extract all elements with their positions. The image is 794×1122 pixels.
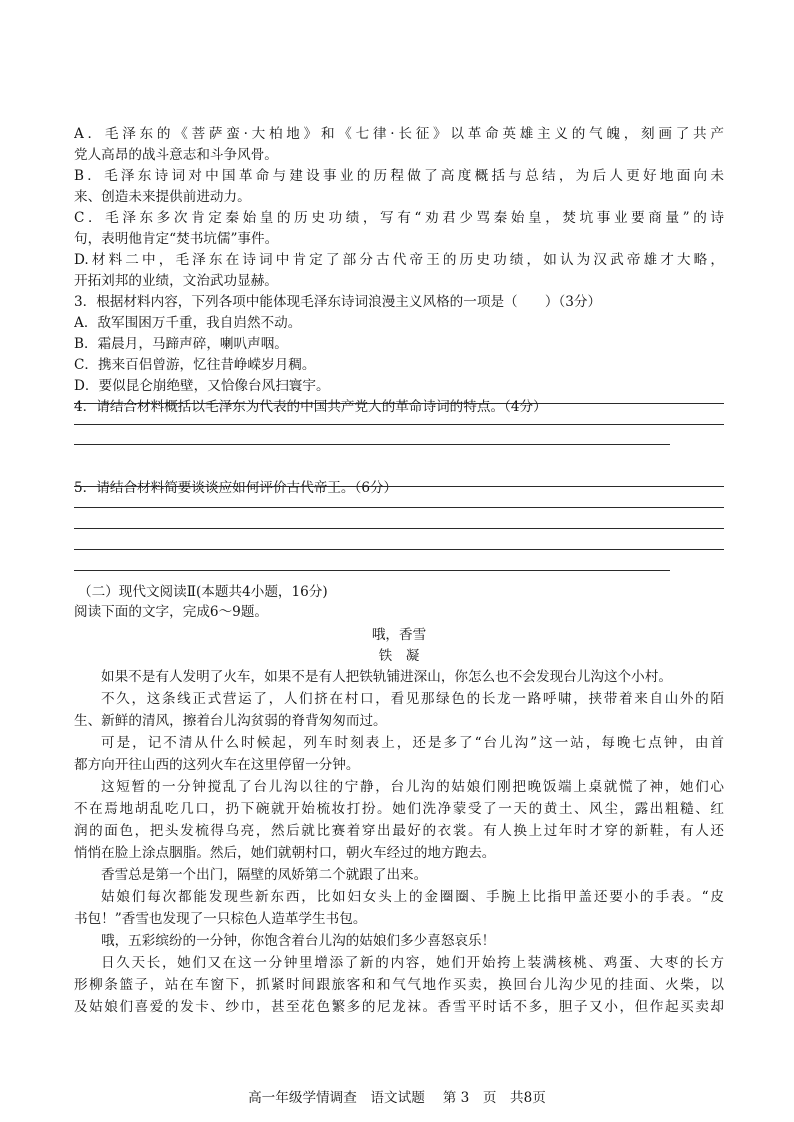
story-paragraph-8-line2: 形柳条篮子，站在车窗下，抓紧时间跟旅客和和气气地作买卖，换回台儿沟少见的挂面、火柴，以 (74, 977, 724, 993)
section-instruction: 阅读下面的文字，完成6～9题。 (74, 604, 269, 620)
answer-line (74, 528, 724, 529)
question-3-option-b: B．霜晨月，马蹄声碎，喇叭声咽。 (74, 336, 288, 352)
answer-line (74, 403, 724, 404)
section-heading: （二）现代文阅读Ⅱ(本题共4小题，16分) (78, 584, 328, 600)
story-paragraph-4-line4: 悄悄在脸上涂点胭脂。然后，她们就朝村口，朝火车经过的地方跑去。 (74, 845, 496, 861)
answer-line (74, 549, 724, 550)
story-paragraph-8-line1: 日久天长，她们又在这一分钟里增添了新的内容，她们开始挎上装满核桃、鸡蛋、大枣的长方 (101, 955, 724, 971)
option-c-line1: C．毛泽东多次肯定秦始皇的历史功绩，写有“劝君少骂秦始皇，焚坑事业要商量”的诗 (74, 210, 724, 226)
story-paragraph-4-line3: 润的面色，把头发梳得乌亮，然后就比赛着穿出最好的衣裳。有人换上过年时才穿的新鞋，有人还 (74, 823, 724, 839)
story-paragraph-1: 如果不是有人发明了火车，如果不是有人把铁轨铺进深山，你怎么也不会发现台儿沟这个小村。 (101, 669, 672, 685)
option-d-line2: 开拓刘邦的业绩，文治武功显赫。 (74, 273, 278, 289)
question-3-option-c: C．携来百侣曾游，忆往昔峥嵘岁月稠。 (74, 357, 316, 373)
story-paragraph-6-line2: 书包！”香雪也发现了一只棕色人造革学生书包。 (74, 911, 367, 927)
story-author: 铁 凝 (378, 648, 420, 664)
story-paragraph-4-line1: 这短暂的一分钟搅乱了台儿沟以往的宁静，台儿沟的姑娘们刚把晚饭端上桌就慌了神，她们心 (101, 779, 724, 795)
page-footer: 高一年级学情调查 语文试题 第 3 页 共8页 (248, 1090, 546, 1106)
question-3-option-a: A．敌军围困万千重，我自岿然不动。 (74, 315, 302, 331)
option-d-line1: D.材料二中，毛泽东在诗词中肯定了部分古代帝王的历史功绩，如认为汉武帝雄才大略， (74, 252, 724, 268)
story-paragraph-3-line1: 可是，记不清从什么时候起，列车时刻表上，还是多了“台儿沟”这一站，每晚七点钟，由首 (101, 735, 724, 751)
option-b-line1: B．毛泽东诗词对中国革命与建设事业的历程做了高度概括与总结，为后人更好地面向未 (74, 168, 724, 184)
story-title: 哦，香雪 (371, 627, 427, 643)
option-a-line2: 党人高昂的战斗意志和斗争风骨。 (74, 147, 278, 163)
story-paragraph-2-line2: 生、新鲜的清风，擦着台儿沟贫弱的脊背匆匆而过。 (74, 713, 387, 729)
answer-line (74, 486, 724, 487)
answer-line (74, 424, 724, 425)
answer-line (74, 444, 670, 445)
story-paragraph-3-line2: 都方向开往山西的这列火车在这里停留一分钟。 (74, 757, 360, 773)
option-b-line2: 来、创造未来提供前进动力。 (74, 189, 251, 205)
question-3-stem: 3．根据材料内容，下列各项中能体现毛泽东诗词浪漫主义风格的一项是（ ）（3分） (74, 294, 602, 310)
story-paragraph-2-line1: 不久，这条线正式营运了，人们挤在村口，看见那绿色的长龙一路呼啸，挟带着来自山外的陌 (101, 691, 724, 707)
option-a-line1: A．毛泽东的《菩萨蛮·大柏地》和《七律·长征》以革命英雄主义的气魄，刻画了共产 (74, 126, 724, 142)
answer-line (74, 570, 670, 571)
question-3-option-d: D．要似昆仑崩绝壁，又恰像台风扫寰宇。 (74, 378, 330, 394)
option-c-line2: 句，表明他肯定“焚书坑儒”事件。 (74, 231, 279, 247)
story-paragraph-7: 哦，五彩缤纷的一分钟，你饱含着台儿沟的姑娘们多少喜怒哀乐！ (101, 933, 496, 949)
story-paragraph-5: 香雪总是第一个出门，隔壁的凤娇第二个就跟了出来。 (101, 867, 428, 883)
question-4-stem: 4．请结合材料概括以毛泽东为代表的中国共产党人的革命诗词的特点。（4分） (74, 399, 547, 415)
story-paragraph-6-line1: 姑娘们每次都能发现些新东西，比如妇女头上的金圈圈、手腕上比指甲盖还要小的手表。“皮 (101, 889, 724, 905)
question-5-stem: 5．请结合材料简要谈谈应如何评价古代帝王。（6分） (74, 480, 398, 496)
story-paragraph-8-line3: 及姑娘们喜爱的发卡、纱巾，甚至花色繁多的尼龙袜。香雪平时话不多，胆子又小，但作起买卖却 (74, 999, 724, 1015)
answer-line (74, 507, 724, 508)
story-paragraph-4-line2: 不在焉地胡乱吃几口，扔下碗就开始梳妆打扮。她们洗净蒙受了一天的黄土、风尘，露出粗糙、红 (74, 801, 724, 817)
